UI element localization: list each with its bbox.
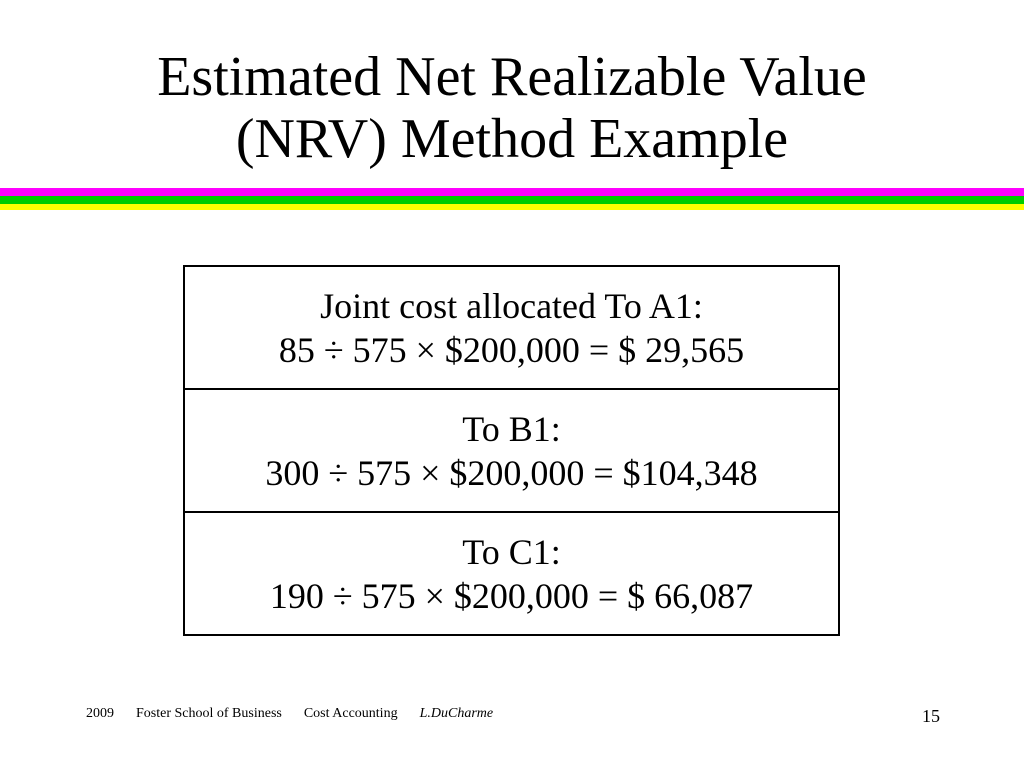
allocation-label: Joint cost allocated To A1: bbox=[320, 285, 703, 326]
allocation-row-c1 bbox=[185, 513, 838, 634]
allocation-label: To C1: bbox=[462, 531, 561, 572]
page-number: 15 bbox=[922, 706, 940, 726]
slide-title bbox=[0, 46, 1024, 170]
footer-author: L.DuCharme bbox=[419, 706, 494, 721]
yellow-stripe bbox=[0, 204, 1024, 210]
footer-course: Cost Accounting bbox=[303, 706, 398, 721]
allocation-formula: 85 ÷ 575 × $200,000 = $ 29,565 bbox=[278, 329, 745, 370]
slide-title-line-1: Estimated Net Realizable Value bbox=[157, 46, 867, 108]
allocation-table bbox=[183, 265, 840, 636]
title-divider-stripes bbox=[0, 188, 1024, 210]
green-stripe bbox=[0, 196, 1024, 204]
slide-footer bbox=[86, 706, 515, 722]
magenta-stripe bbox=[0, 188, 1024, 196]
allocation-formula: 190 ÷ 575 × $200,000 = $ 66,087 bbox=[269, 575, 754, 616]
allocation-row-a1 bbox=[185, 267, 838, 390]
slide-title-line-2: (NRV) Method Example bbox=[235, 108, 789, 170]
footer-year: 2009 bbox=[86, 706, 114, 721]
allocation-label: To B1: bbox=[462, 408, 561, 449]
footer-school: Foster School of Business bbox=[136, 706, 282, 721]
allocation-row-b1 bbox=[185, 390, 838, 513]
allocation-formula: 300 ÷ 575 × $200,000 = $104,348 bbox=[265, 452, 758, 493]
